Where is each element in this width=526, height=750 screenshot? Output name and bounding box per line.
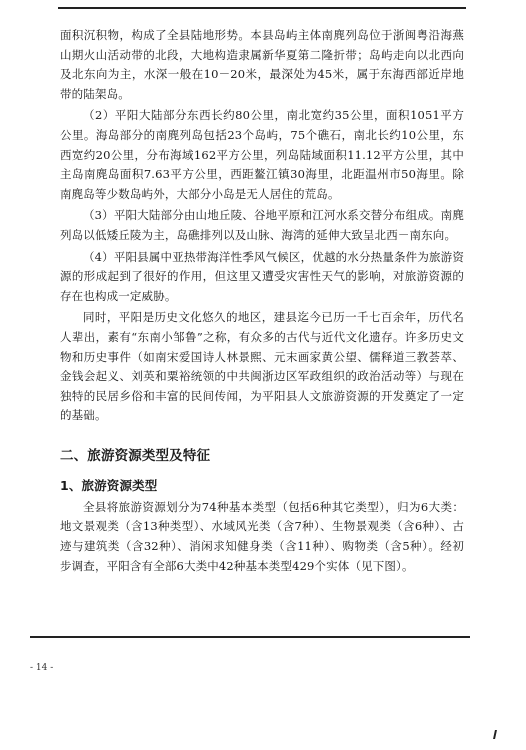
bottom-rule <box>30 636 470 638</box>
paragraph-climate: （4）平阳县属中亚热带海洋性季风气候区，优越的水分热量条件为旅游资源的形成起到了很好的作用，但这里又遭受灾害性天气的影响，对旅游资源的存在也构成一定威胁。 <box>60 249 464 303</box>
paragraph-resource-types: 全县将旅游资源划分为74种基本类型（包括6种其它类型），归为6大类：地文景观类（含13种类型）、水域风光类（含7种）、生物景观类（含6种）、古迹与建筑类（含32种）、消闲求知健身类（含11种）、购物类（含5种）。经初步调查，平阳含有全部6大类中42种基本类型429个实体（见下图）。 <box>60 499 464 573</box>
paragraph-continuation: 面积沉积物，构成了全县陆地形势。本县岛屿主体南麂列岛位于浙闽粤沿海燕山期火山活动带的北段，大地构造隶属新华夏第二隆折带；岛屿走向以北西向及北东向为主，水深一般在10－20米，最深处为45米，属于东海西部近岸地带的陆架岛。 <box>60 28 464 101</box>
paragraph-history: 同时，平阳是历史文化悠久的地区，建县迄今已历一千七百余年，历代名人辈出，素有“东南小邹鲁”之称，有众多的古代与近代文化遗存。许多历史文物和历史事件（如南宋爱国诗人林景熙、元末画家黄公望、儒释道三教荟萃、金钱会起义、刘英和粟裕统领的中共闽浙边区军政组织的政治活动等）与现在独特的民居乡俗和丰富的民间传闻，为平阳县人文旅游资源的开发奠定了一定的基础。 <box>60 310 464 423</box>
paragraph-terrain: （3）平阳大陆部分由山地丘陵、谷地平原和江河水系交替分布组成。南麂列岛以低矮丘陵为主，岛礁排列以及山脉、海湾的延伸大致呈北西－南东向。 <box>60 208 464 242</box>
page-number: - 14 - <box>30 663 54 673</box>
page-content <box>60 26 464 576</box>
paragraph-area: （2）平阳大陆部分东西长约80公里，南北宽约35公里，面积1051平方公里。海岛部分的南麂列岛包括23个岛屿，75个礁石，南北长约10公里，东西宽约20公里，分布海域162平方公里，列岛陆域面积11.12平方公里，其中主岛南麂岛面积7.63平方公里，西距鳌江镇30海里，北距温州市50海里。除南麂岛等少数岛屿外，大部分小岛是无人居住的荒岛。 <box>60 108 464 201</box>
subsection-heading: 1、旅游资源类型 <box>60 477 158 493</box>
scan-edge-mark <box>493 730 497 739</box>
top-rule <box>58 7 466 9</box>
section-heading: 二、旅游资源类型及特征 <box>60 447 211 464</box>
